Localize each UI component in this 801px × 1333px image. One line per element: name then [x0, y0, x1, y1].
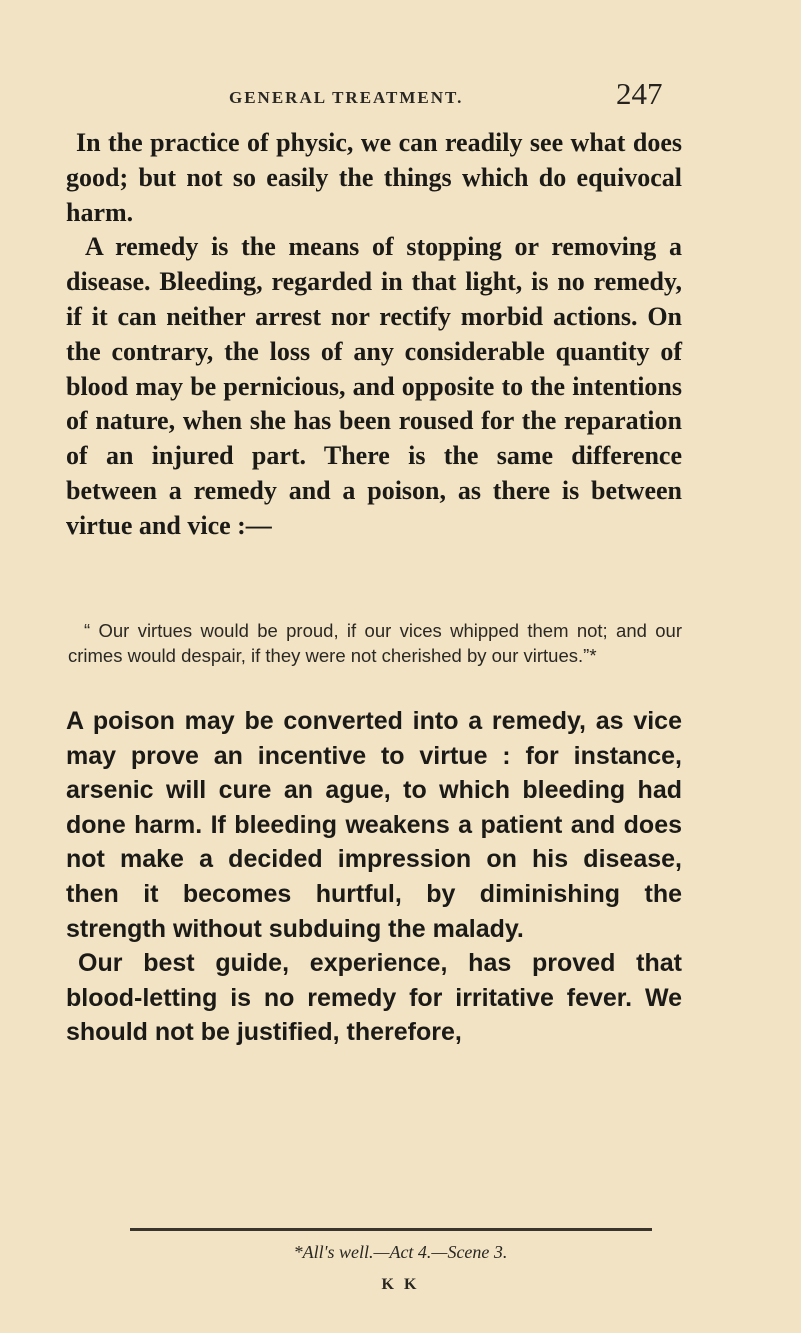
paragraph-1: In the practice of physic, we can readily see what does good; but not so easily the things which do equivocal harm.: [66, 128, 682, 227]
main-text-top: [66, 126, 682, 544]
paragraph-3: A poison may be converted into a remedy, as vice may prove an incentive to virtue : for instance, arsenic will cure an ague, to which bleeding had done harm. If bleeding weakens a patient and does not make a decided impression on his disease, then it becomes hurtful, by diminishing the strength without subduing the malady.: [66, 707, 682, 943]
paragraph-4: Our best guide, experience, has proved that blood-letting is no remedy for irritative fever. We should not be justified, therefore,: [66, 949, 682, 1047]
footnote: *All's well.—Act 4.—Scene 3.: [293, 1242, 508, 1262]
page-header: [0, 76, 801, 120]
paragraph-2: A remedy is the means of stopping or removing a disease. Bleeding, regarded in that light, is no remedy, if it can neither arrest nor rectify morbid actions. On the contrary, the loss of any considerable quantity of blood may be pernicious, and opposite to the intentions of nature, when she has been roused for the reparation of an injured part. There is the same difference between a remedy and a poison, as there is between virtue and vice :—: [66, 232, 682, 540]
footnote-divider: [130, 1228, 652, 1231]
main-text-bottom: [66, 704, 682, 1050]
page-number: 247: [616, 76, 663, 111]
block-quote: “ Our virtues would be proud, if our vices whipped them not; and our crimes would despair, if they were not cherished by our virtues.”*: [68, 620, 682, 666]
running-head: GENERAL TREATMENT.: [229, 88, 464, 107]
signature-mark: K K: [381, 1276, 420, 1293]
